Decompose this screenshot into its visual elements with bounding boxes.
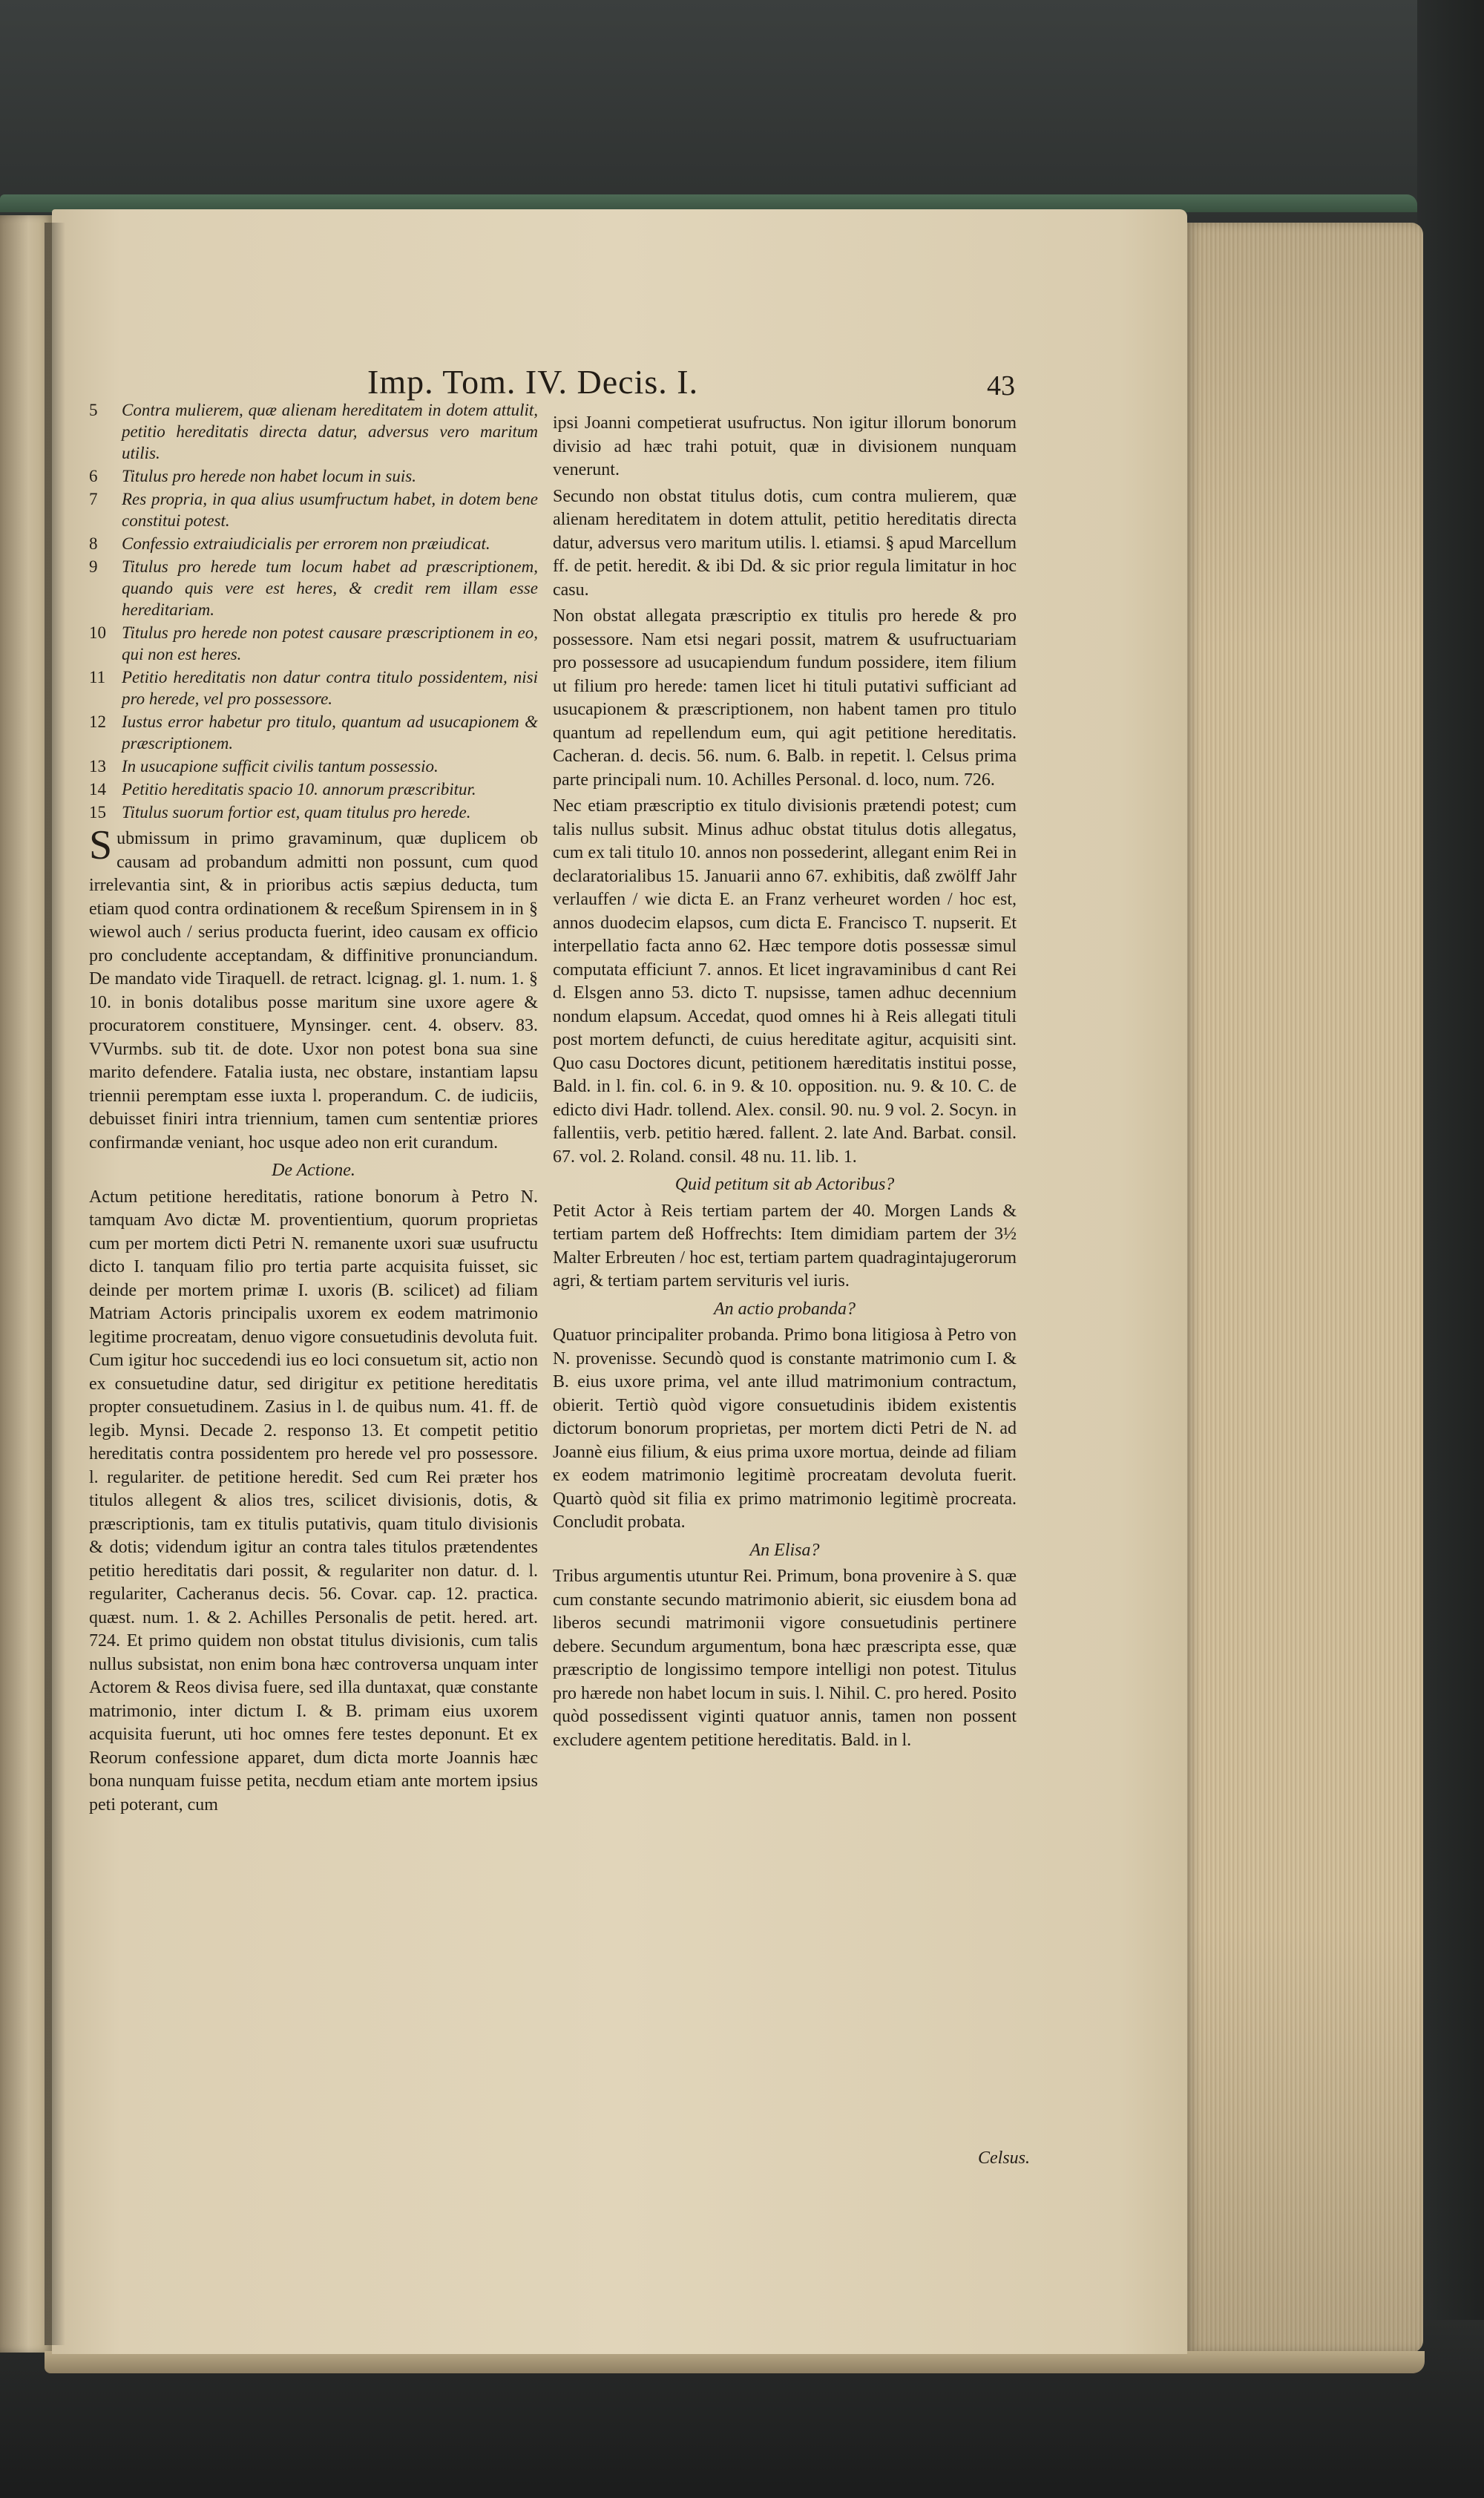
body-paragraph: Secundo non obstat titulus dotis, cum contra mulierem, quæ alienam hereditatem in dotem attulit, petitio hereditatis directa datur, adversus vero maritum utilis. l. etiamsi. § apud Marcellum ff. de petit. heredit. & ibi Dd. & sic prior regula limitatur in hoc casu. — [553, 486, 1017, 600]
summary-item: 8 Confessio extraiudicialis per errorem non præiudicat. — [89, 534, 490, 553]
summary-item: 5 Contra mulierem, quæ alienam hereditatem in dotem attulit, petitio hereditatis directa datur, adversus vero maritum utilis. — [89, 401, 538, 462]
left-column — [89, 399, 538, 1820]
body-paragraph: Nec etiam præscriptio ex titulo divisionis prætendi potest; cum talis nullus subsit. Minus adhuc obstat titulus dotis allegatus, cum ex tali titulo 10. annos non possederint, allegant enim Rei in declaratorialibus 15. Januarii anno 67. exhibitis, daß zwölff Jahr verlauffen / wie dicta E. an Franz verheuret worden / hoc est, annos duodecim elapsos, cum dicta E. Francisco T. nupserit. Et interpellatio facta anno 62. Hæc tempore dotis possessæ simul computata efficiunt 7. annos. Et licet ingravaminibus d cant Rei d. Elsgen anno 53. dicto T. nupsisse, tamen adhuc decennium nondum elapsum. Accedat, quod omnes hi à Reis allegati tituli post mortem defuncti, de cuius hereditate agitur, acquisiti sint. Quo casu Doctores dicunt, petitionem hæreditatis institui posse, Bald. in l. fin. col. 6. in 9. & 10. opposition. nu. 9. & 10. C. de edicto divi Hadr. tollend. Alex. consil. 90. nu. 9 vol. 2. Socyn. in fallentiis, verb. petitio hæred. fallent. 2. late And. Barbat. consil. 67. vol. 2. Roland. consil. 48 nu. 11. lib. 1. — [553, 796, 1017, 1167]
summary-item: 13 In usucapione sufficit civilis tantum possessio. — [89, 757, 439, 776]
summary-list — [89, 399, 538, 823]
summary-item: 6 Titulus pro herede non habet locum in suis. — [89, 467, 416, 485]
backdrop-right — [1417, 0, 1484, 2498]
catchword: Celsus. — [978, 2148, 1031, 2168]
summary-item: 11 Petitio hereditatis non datur contra titulo possidentem, nisi pro herede, vel pro possessore. — [89, 668, 538, 708]
summary-item: 10 Titulus pro herede non potest causare præscriptionem in eo, qui non est heres. — [89, 623, 538, 663]
body-paragraph: Submissum in primo gravaminum, quæ duplicem ob causam ad probandum admitti non possunt, cum quod irrelevantia sint, & in prioribus actis sæpius deducta, tum etiam quod contra ordinationem & receßum Spirensem in in § wiewol auch / serius producta fuerint, ideo causam ex officio pro concludente acceptandam, & diffinitive pronunciandum. De mandato vide Tiraquell. de retract. lcignag. gl. 1. num. 1. § 10. in bonis dotalibus posse maritum sine uxore agere & procuratorem constituere, Mynsinger. cent. 4. observ. 83. VVurmbs. sub tit. de dote. Uxor non potest bona sua sine marito defendere. Fatalia iusta, nec obstare, instantiam lapsu triennii peremptam esse iuxta l. properandum. C. de iudiciis, debuisset finiri intra triennium, tamen cum sententiæ priores confirmandæ veniant, hoc usque adeo non erit curandum. — [89, 822, 538, 1153]
drop-cap: S — [89, 822, 113, 868]
fore-edge-shade — [1186, 223, 1423, 2353]
body-paragraph: ipsi Joanni competierat usufructus. Non igitur illorum bonorum divisio ad hæc trahi potuit, quæ in divisionem nunquam venerunt. — [553, 413, 1017, 479]
body-paragraph: Actum petitione hereditatis, ratione bonorum à Petro N. tamquam Avo dictæ M. proventientium, quorum proprietas cum per mortem dicti Petri N. remanente uxori suæ usufructu dicto I. tanquam filio pro tertia parte acquisita fuisset, sic deinde per mortem primæ I. uxoris (B. scilicet) ad filiam Matriam Actoris principalis uxorem ex eodem matrimonio legitime procreatam, denuo vigore consuetudinis devoluta fuit. Cum igitur hoc succedendi ius eo loci consuetum sit, actio non ex consuetudine datur, sed dirigitur ex petitione hereditatis propter consuetudinem. Zasius in l. de quibus num. 41. ff. de legib. Mynsi. Decade 2. responso 13. Et competit petitio hereditatis contra possidentem pro herede vel pro possessore. l. regulariter. de petitione heredit. Sed cum Rei præter hos titulos allegent & alios tres, scilicet divisionis, dotis, & præscriptionis, tam ex titulis putativis, quam titulo divisionis & dotis; videndum igitur an contra tales titulos prætendentes petitio hereditatis dari possit, & regulariter non datur. d. l. regulariter, Cacheranus decis. 56. Covar. cap. 12. practica. quæst. num. 1. & 2. Achilles Personalis de petit. hered. art. 724. Et primo quidem non obstat titulus divisionis, cum talis nullus subsistat, non enim bona hæc controversa unquam inter Actorem & Reos divisa fuere, sed illa duntaxat, quæ constante matrimonio, inter dictum I. & B. primam eius uxorem acquisita fuerunt, uti hoc omnes fere testes deponunt. Et ex Reorum confessione apparet, dum dicta morte Joannis hæc bona nunquam fuisse petita, necdum etiam ante mortem ipsius peti poterant, cum — [89, 1187, 538, 1815]
body-paragraph: Non obstat allegata præscriptio ex titulis pro herede & pro possessore. Nam etsi negari possit, matrem & usufructuariam pro possessore ad usucapiendum fundum possidere, item filium ut filium pro herede: tamen licet hi tituli putativi sufficiant ad usucapionem & præscriptionem, non habent tamen pro titulo quantum ad repellendum eum, qui agit petitione hereditatis. Cacheran. d. decis. 56. num. 6. Balb. in repetit. l. Celsus prima parte principali num. 10. Achilles Personal. d. loco, num. 726. — [553, 606, 1017, 790]
right-column — [553, 412, 1017, 1755]
gutter-shadow — [45, 223, 65, 2345]
summary-item: 12 Iustus error habetur pro titulo, quantum ad usucapionem & præscriptionem. — [89, 712, 538, 753]
summary-item: 15 Titulus suorum fortior est, quam titulus pro herede. — [89, 803, 471, 822]
summary-item: 14 Petitio hereditatis spacio 10. annorum præscribitur. — [89, 780, 476, 799]
summary-item: 9 Titulus pro herede tum locum habet ad præscriptionem, quando quis vere est heres, & credit rem illam esse hereditariam. — [89, 557, 538, 619]
section-heading: An Elisa? — [749, 1540, 820, 1560]
book-cover-bottom — [45, 2351, 1425, 2373]
section-heading: Quid petitum sit ab Actoribus? — [674, 1175, 895, 1194]
backdrop — [0, 0, 1484, 223]
page-number: 43 — [987, 370, 1015, 401]
body-paragraph: Quatuor principaliter probanda. Primo bona litigiosa à Petro von N. provenisse. Secundò quod is constante matrimonio cum I. & B. eius uxore prima, vel ante illud matrimonium contractum, obierit. Tertiò quòd vigore consuetudinis ibidem existentis dictorum bonorum proprietas, per mortem dicti Petri de N. ad Joannè eius filium, & eius prima uxore mortua, deinde ad filiam ex eodem matrimonio legitimè procreatam devoluta fuerit. Quartò quòd sit filia ex primo matrimonio legitimè procreata. Concludit probata. — [553, 1325, 1017, 1532]
body-paragraph: Petit Actor à Reis tertiam partem der 40. Morgen Lands & tertiam partem deß Hoffrechts: Item dimidiam partem der 3½ Malter Erbreuten / hoc est, tertiam partem quadragintajugerorum agri, & tertiam partem servituris vel iuris. — [553, 1201, 1017, 1291]
running-title: Imp. Tom. IV. Decis. I. — [367, 363, 699, 401]
summary-item: 7 Res propria, in qua alius usumfructum habet, in dotem bene constitui potest. — [89, 490, 538, 530]
body-paragraph: Tribus argumentis utuntur Rei. Primum, bona provenire à S. quæ cum constante secundo matrimonio abierit, sic eiusdem bona ad liberos secundi matrimonii vigore consuetudinis pertinere debere. Secundum argumentum, bona hæc præscripta esse, quæ præscriptio de longissimo tempore intelligi non potest. Titulus pro hærede non habet locum in suis. l. Nihil. C. pro hered. Posito quòd possedissent viginti quatuor annis, tamen non possent excludere agentem petitione hereditatis. Bald. in l. — [553, 1567, 1017, 1750]
section-heading: De Actione. — [272, 1161, 355, 1180]
section-heading: An actio probanda? — [713, 1299, 856, 1319]
